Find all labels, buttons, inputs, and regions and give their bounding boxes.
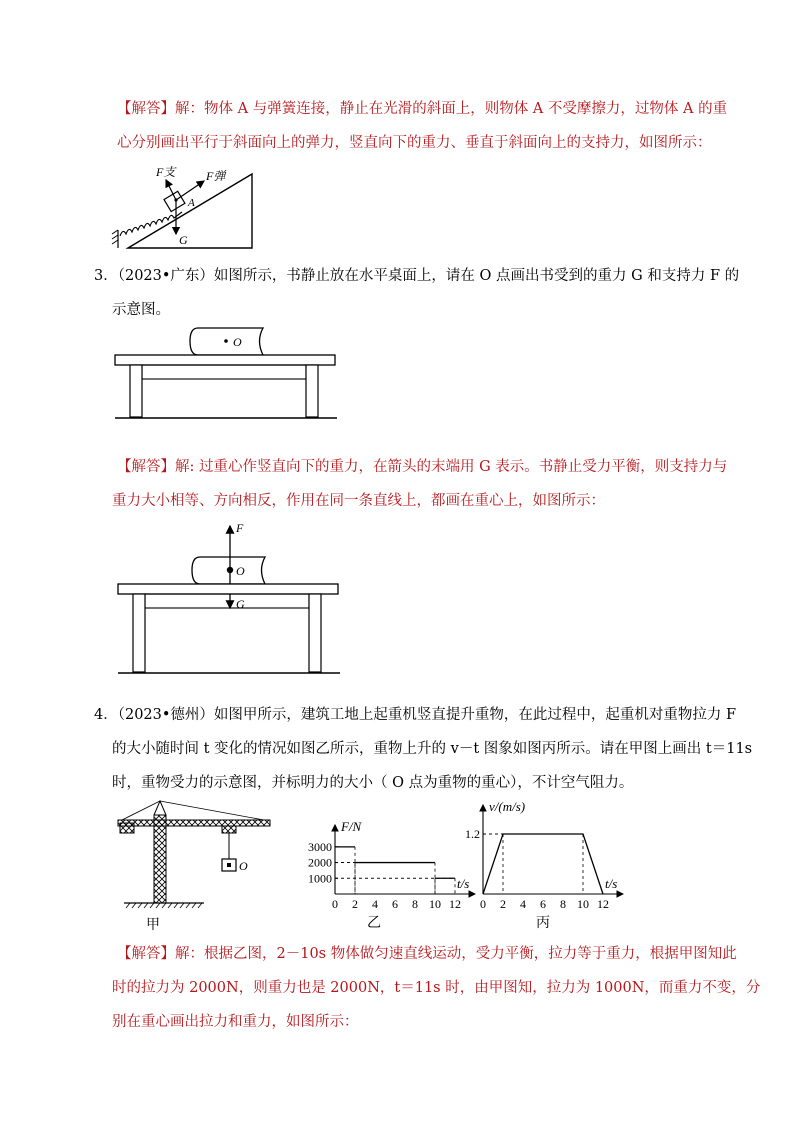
point-o bbox=[224, 339, 228, 343]
y-axis-label: F/N bbox=[341, 819, 362, 834]
q3-line2: 示意图。 bbox=[112, 302, 170, 318]
q4-answer-line3: 别在重心画出拉力和重力，如图所示： bbox=[112, 1014, 359, 1030]
x-tick-label: 0 bbox=[480, 897, 486, 911]
series-line bbox=[483, 834, 603, 894]
table-leg-left bbox=[133, 594, 145, 672]
x-tick-label: 10 bbox=[577, 897, 589, 911]
block-a bbox=[164, 191, 185, 211]
force-f-label: F bbox=[236, 521, 244, 535]
caption-bing: 丙 bbox=[536, 915, 550, 931]
table-top bbox=[118, 584, 338, 594]
crane-mast bbox=[154, 815, 166, 903]
answer-text: 解：根据乙图，2－10s 物体做匀速直线运动，受力平衡，拉力等于重力，根据甲图知此 bbox=[175, 946, 737, 962]
answer-label: 【解答】 bbox=[117, 946, 175, 962]
f-support-label: F支 bbox=[156, 165, 176, 179]
x-tick-label: 4 bbox=[372, 897, 378, 911]
incline-figure bbox=[112, 160, 257, 252]
table-answer-figure bbox=[115, 520, 340, 678]
incline-triangle bbox=[128, 174, 252, 248]
x-tick-label: 12 bbox=[449, 897, 461, 911]
x-axis-label: t/s bbox=[605, 876, 618, 891]
x-tick-label: 6 bbox=[392, 897, 398, 911]
counterweight bbox=[120, 823, 134, 833]
answer-label: 【解答】 bbox=[117, 459, 175, 475]
point-o-label: O bbox=[236, 564, 245, 578]
x-tick-label: 0 bbox=[332, 897, 338, 911]
y-tick-label: 2000 bbox=[308, 855, 332, 870]
q3-answer-line2: 重力大小相等、方向相反，作用在同一条直线上，都画在重心上，如图所示： bbox=[112, 493, 605, 509]
x-tick-label: 8 bbox=[560, 897, 566, 911]
y-tick-label: 3000 bbox=[308, 839, 332, 854]
f-spring-label: F弹 bbox=[206, 169, 226, 183]
q4-line2: 的大小随时间 t 变化的情况如图乙所示，重物上升的 v－t 图象如图丙所示。请在甲图上画出 t＝11s bbox=[112, 741, 753, 757]
q2-answer-line1 bbox=[117, 99, 727, 119]
answer-text: 解：物体 A 与弹簧连接，静止在光滑的斜面上，则物体 A 不受摩擦力，过物体 A 的重 bbox=[175, 101, 728, 117]
x-tick-label: 8 bbox=[412, 897, 418, 911]
load-o-label: O bbox=[239, 859, 248, 873]
x-tick-label: 12 bbox=[597, 897, 609, 911]
point-o bbox=[227, 567, 233, 573]
q4-answer-line1 bbox=[117, 944, 737, 964]
force-time-chart bbox=[280, 796, 470, 914]
table-figure bbox=[115, 325, 340, 421]
q4-answer-line2: 时的拉力为 2000N，则重力也是 2000N，t＝11s 时，由甲图知，拉力为 1000N，而重力不变，分 bbox=[112, 980, 761, 996]
force-g-label: G bbox=[236, 597, 245, 611]
table-leg-right bbox=[309, 594, 321, 672]
block-label: A bbox=[188, 197, 195, 209]
answer-text: 解: 过重心作竖直向下的重力，在箭头的末端用 G 表示。书静止受力平衡，则支持力与 bbox=[175, 459, 728, 475]
table-top bbox=[115, 355, 335, 365]
q3-line1: 3．（2023•广东）如图所示，书静止放在水平桌面上，请在 O 点画出书受到的重力 G 和支持力 F 的 bbox=[94, 268, 740, 284]
caption-yi: 乙 bbox=[367, 915, 381, 931]
x-tick-label: 2 bbox=[352, 897, 358, 911]
answer-label: 【解答】 bbox=[117, 101, 175, 117]
chart-f-t-svg bbox=[280, 796, 470, 914]
q4-line3: 时，重物受力的示意图，并标明力的大小（ O 点为重物的重心），不计空气阻力。 bbox=[112, 775, 634, 791]
chart-v-t-svg bbox=[455, 796, 635, 914]
y-tick-label: 1.2 bbox=[465, 827, 480, 841]
x-tick-label: 4 bbox=[520, 897, 526, 911]
crane-jib bbox=[118, 820, 270, 826]
velocity-time-chart bbox=[455, 796, 635, 914]
spring bbox=[120, 212, 182, 236]
x-tick-label: 2 bbox=[500, 897, 506, 911]
q4-line1: 4．（2023•德州）如图甲所示，建筑工地上起重机竖直提升重物，在此过程中，起重机对重物拉力 F bbox=[94, 707, 737, 723]
gravity-label: G bbox=[179, 233, 188, 247]
table-leg-left bbox=[130, 365, 142, 417]
y-axis-label: v/(m/s) bbox=[489, 799, 526, 814]
crane-figure bbox=[114, 795, 274, 910]
q2-answer-line2: 心分别画出平行于斜面向上的弹力，竖直向下的重力、垂直于斜面向上的支持力，如图所示： bbox=[117, 135, 712, 151]
y-tick-label: 1000 bbox=[308, 871, 332, 886]
caption-jia: 甲 bbox=[146, 917, 160, 933]
x-tick-label: 10 bbox=[429, 897, 441, 911]
x-axis-label: t/s bbox=[457, 876, 470, 891]
x-tick-label: 6 bbox=[540, 897, 546, 911]
point-o-label: O bbox=[233, 335, 242, 349]
q3-answer-line1 bbox=[117, 457, 727, 477]
table-leg-right bbox=[306, 365, 318, 417]
